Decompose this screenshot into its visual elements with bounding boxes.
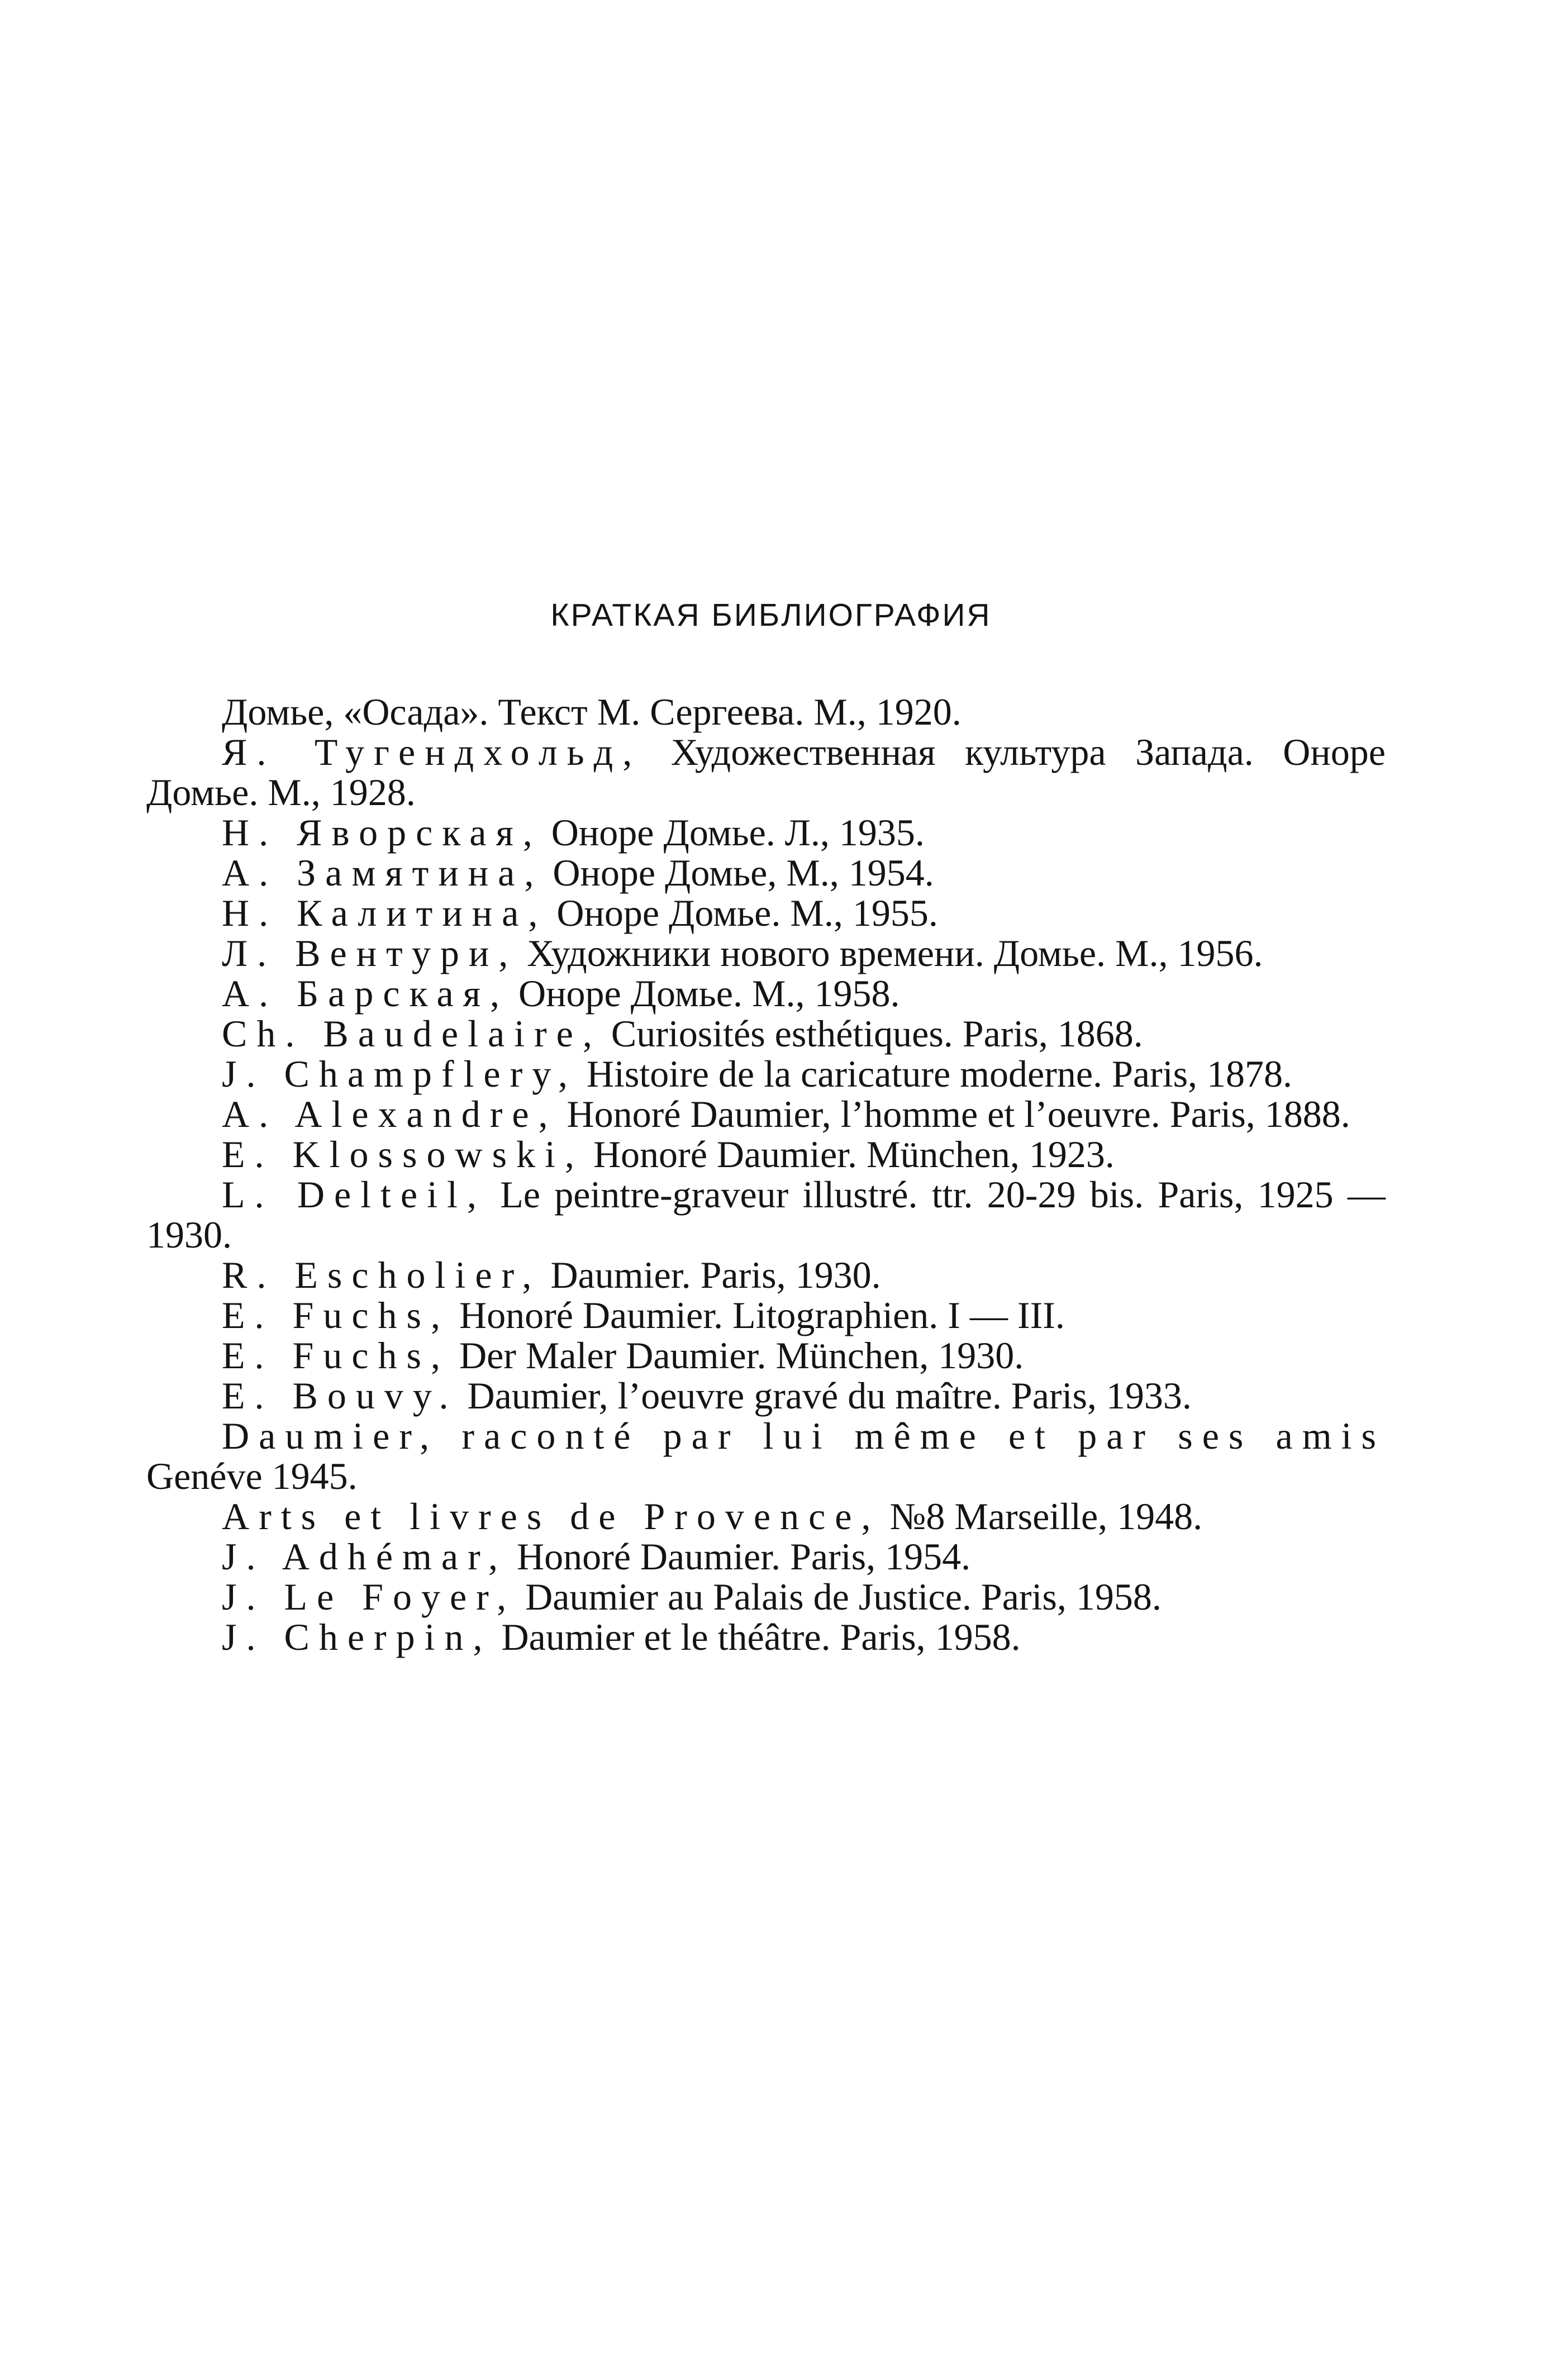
entry-author: E. Bouvy. <box>222 1374 458 1417</box>
entry-text: Der Maler Daumier. München, 1930. <box>450 1334 1024 1377</box>
entry-text: Daumier. Paris, 1930. <box>541 1254 881 1296</box>
bibliography-entry <box>146 1174 1386 1255</box>
entry-text: Honoré Daumier. Litographien. I — III. <box>450 1294 1065 1336</box>
entry-author: Arts et livres de Provence, <box>222 1495 881 1538</box>
bibliography-entry <box>146 1255 1386 1295</box>
entry-text: Оноре Домье. М., 1958. <box>508 972 900 1015</box>
entry-author: А. Замятина, <box>222 851 544 894</box>
entry-text: Honoré Daumier. Paris, 1954. <box>507 1535 971 1578</box>
entry-text: Honoré Daumier. München, 1923. <box>583 1133 1115 1175</box>
bibliography-entry <box>146 1295 1386 1335</box>
entry-author: Ch. Baudelaire, <box>222 1012 602 1055</box>
entry-author: J. Cherpin, <box>222 1616 492 1658</box>
entry-text: Daumier, l’oeuvre gravé du maître. Paris, 1933. <box>458 1374 1192 1417</box>
entry-author: Я. Тугендхольд, <box>222 731 642 773</box>
bibliography-entry <box>146 1094 1386 1134</box>
bibliography-entry <box>146 1375 1386 1416</box>
entry-author: E. Fuchs, <box>222 1334 450 1377</box>
entry-text: Curiosités esthétiques. Paris, 1868. <box>601 1012 1143 1055</box>
entry-author: L. Delteil, <box>222 1173 486 1216</box>
bibliography-entry <box>146 1416 1386 1496</box>
entry-text: Histoire de la caricature moderne. Paris, 1878. <box>577 1053 1293 1095</box>
bibliography-entry <box>146 1617 1386 1657</box>
page-title: КРАТКАЯ БИБЛИОГРАФИЯ <box>550 597 992 633</box>
bibliography-entry <box>146 692 1386 732</box>
entry-text: Daumier au Palais de Justice. Paris, 1958. <box>516 1575 1162 1618</box>
entry-author: J. Champflery, <box>222 1053 577 1095</box>
entry-author: Л. Вентури, <box>222 932 518 974</box>
bibliography-entry <box>146 1335 1386 1375</box>
entry-text: Оноре Домье. Л., 1935. <box>541 811 925 854</box>
entry-author: R. Escholier, <box>222 1254 541 1296</box>
bibliography-entry <box>146 1134 1386 1174</box>
entry-author: J. Le Foyer, <box>222 1575 516 1618</box>
entry-author: E. Fuchs, <box>222 1294 450 1336</box>
entry-text: Genéve 1945. <box>146 1455 358 1497</box>
bibliography-entry <box>146 732 1386 812</box>
bibliography-entry <box>146 1054 1386 1094</box>
bibliography-entry <box>146 973 1386 1013</box>
entry-author: E. Klossowski, <box>222 1133 584 1175</box>
entry-text: Daumier et le théâtre. Paris, 1958. <box>492 1616 1021 1658</box>
entry-text: №8 Marseille, 1948. <box>880 1495 1203 1538</box>
bibliography-entry <box>146 1577 1386 1617</box>
bibliography-entry <box>146 853 1386 893</box>
entry-text: Домье, «Осада». Текст М. Сергеева. М., 1920. <box>222 691 962 733</box>
entry-text: Оноре Домье, М., 1954. <box>543 851 934 894</box>
entry-text: Художественная культура Запада. Оноре Домье. М., 1928. <box>146 731 1386 813</box>
entry-text: Оноре Домье. М., 1955. <box>547 892 938 934</box>
entry-text: Honoré Daumier, l’homme et l’oeuvre. Paris, 1888. <box>557 1093 1350 1135</box>
entry-author: Daumier, raconté par lui même et par ses amis <box>222 1415 1386 1457</box>
entry-text: Художники нового времени. Домье. М., 1956. <box>517 932 1263 974</box>
entry-text: Le peintre-graveur illustré. ttr. 20-29 bis. Paris, 1925 — 1930. <box>146 1173 1386 1256</box>
bibliography-entry <box>146 1536 1386 1577</box>
entry-author: Н. Калитина, <box>222 892 548 934</box>
bibliography-list <box>146 692 1386 1657</box>
entry-author: J. Adhémar, <box>222 1535 507 1578</box>
bibliography-entry <box>146 1496 1386 1536</box>
bibliography-entry <box>146 933 1386 973</box>
entry-author: А. Барская, <box>222 972 509 1015</box>
entry-author: A. Alexandre, <box>222 1093 558 1135</box>
bibliography-entry <box>146 1013 1386 1054</box>
bibliography-entry <box>146 893 1386 933</box>
bibliography-entry <box>146 812 1386 853</box>
entry-author: Н. Яворская, <box>222 811 542 854</box>
